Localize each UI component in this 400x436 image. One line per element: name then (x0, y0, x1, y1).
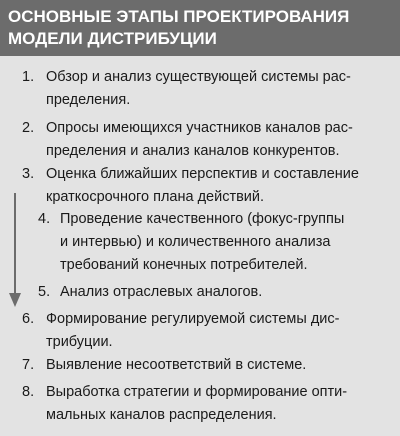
item-text: требований конечных потребителей. (60, 257, 308, 273)
item-text: Опросы имеющихся участников каналов рас- (46, 120, 353, 136)
item-text: Анализ отраслевых аналогов. (60, 284, 263, 300)
item-text: и интервью) и количественного анализа (60, 234, 331, 250)
item-text: Проведение качественного (фокус-группы (60, 211, 345, 227)
item-number: 4. (38, 211, 51, 227)
list-item (22, 163, 392, 209)
item-text: трибуции. (46, 334, 113, 350)
title-line-2: МОДЕЛИ ДИСТРИБУЦИИ (8, 29, 217, 48)
item-number: 5. (38, 284, 51, 300)
item-number: 1. (22, 69, 35, 85)
item-text: пределения и анализ каналов конкурентов. (46, 143, 340, 159)
header-bar (0, 0, 400, 56)
list-item (38, 208, 392, 277)
down-arrow-icon (8, 193, 22, 308)
item-number: 2. (22, 120, 35, 136)
item-text: Обзор и анализ существующей системы рас- (46, 69, 351, 85)
item-text: мальных каналов распределения. (46, 407, 277, 423)
item-text: Оценка ближайших перспектив и составление (46, 166, 359, 182)
item-number: 3. (22, 166, 35, 182)
item-number: 7. (22, 357, 35, 373)
item-text: Выявление несоответствий в системе. (46, 357, 307, 373)
item-text: Формирование регулируемой системы дис- (46, 311, 340, 327)
title-line-1: ОСНОВНЫЕ ЭТАПЫ ПРОЕКТИРОВАНИЯ (8, 7, 350, 26)
item-text: краткосрочного плана действий. (46, 189, 265, 205)
item-text: Выработка стратегии и формирование опти- (46, 384, 348, 400)
page-title (8, 6, 398, 50)
item-number: 8. (22, 384, 35, 400)
list-item (22, 308, 392, 354)
list-item (22, 117, 392, 163)
list-item (22, 66, 392, 112)
list-item (22, 381, 392, 427)
list-item (38, 281, 392, 304)
item-text: пределения. (46, 92, 131, 108)
list-item (22, 354, 392, 377)
item-number: 6. (22, 311, 35, 327)
